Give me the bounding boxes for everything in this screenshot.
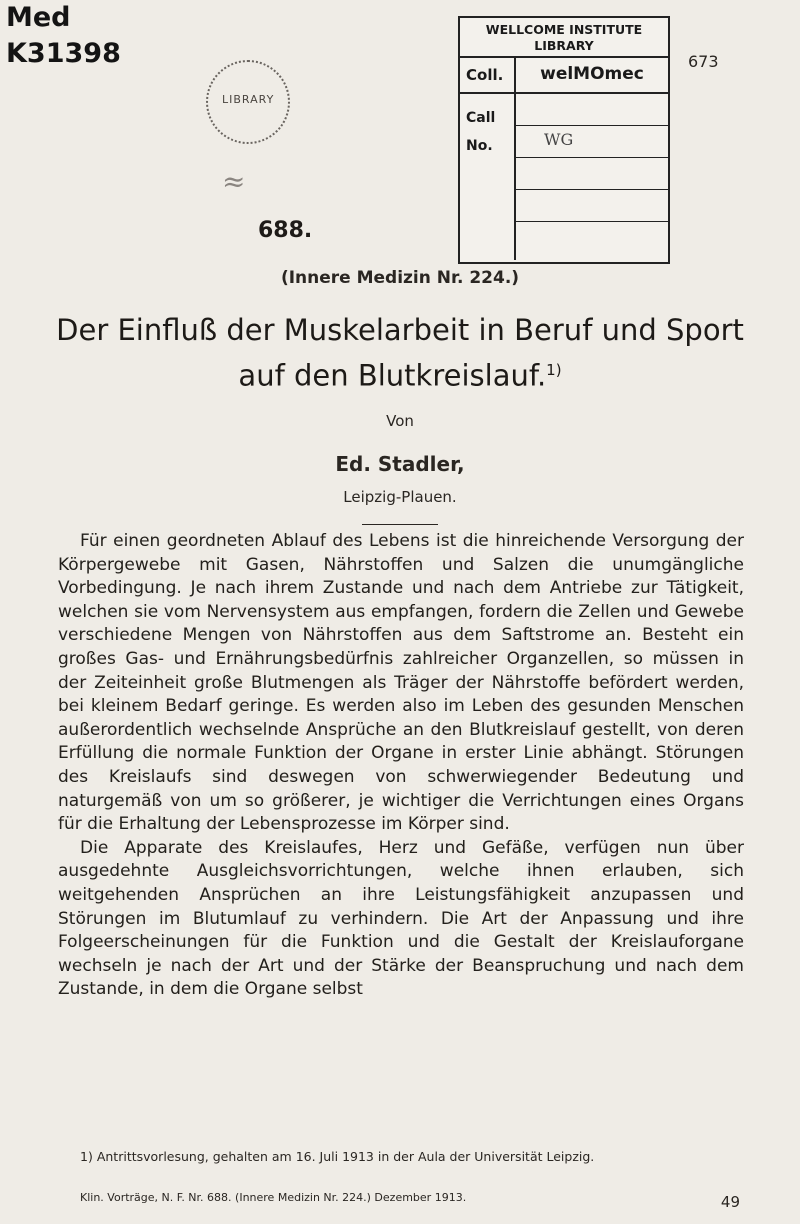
library-label — [458, 16, 670, 264]
footnote-text: Antrittsvorlesung, gehalten am 16. Juli 1913 in der Aula der Universität Leipzig. — [96, 1149, 595, 1164]
author-name: Ed. Stadler, — [335, 452, 465, 476]
handwritten-scribble: ≈ — [222, 165, 246, 198]
shelfmark-line-1: Med — [6, 2, 71, 33]
library-label-coll-row — [460, 58, 668, 94]
shelfmark — [6, 0, 121, 72]
shelfmark-line-2: K31398 — [6, 38, 121, 69]
title-line-2-text: auf den Blutkreislauf. — [238, 358, 547, 393]
series-line: (Innere Medizin Nr. 224.) — [280, 268, 520, 288]
body-text — [58, 530, 744, 1002]
call-cell-1 — [516, 94, 668, 126]
title-line-2 — [40, 350, 760, 396]
imprint-line — [80, 1191, 740, 1211]
call-label: Call — [466, 110, 496, 126]
footnote-mark: 1) — [80, 1149, 93, 1164]
series-number: 688. — [258, 218, 313, 243]
call-cell-5 — [516, 222, 668, 254]
library-label-library: LIBRARY — [534, 38, 594, 53]
imprint-text: Klin. Vorträge, N. F. Nr. 688. (Innere Medizin Nr. 224.) Dezember 1913. — [80, 1191, 467, 1204]
article-title — [40, 310, 760, 396]
no-label: No. — [466, 138, 493, 154]
title-line-1: Der Einfluß der Muskelarbeit in Beruf und Sport — [56, 313, 744, 347]
coll-label: Coll. — [460, 58, 516, 92]
footnote — [58, 1148, 744, 1166]
divider-rule — [362, 524, 438, 525]
call-no-label — [460, 94, 516, 260]
call-cell-3 — [516, 158, 668, 190]
call-cell-2: WG — [516, 126, 668, 158]
call-cell-4 — [516, 190, 668, 222]
page-number-top: 673 — [688, 52, 719, 71]
library-label-institution: WELLCOME INSTITUTE — [485, 22, 643, 37]
title-footnote-mark: 1) — [546, 361, 562, 379]
library-label-call-row — [460, 94, 668, 260]
call-number-cells — [516, 94, 668, 260]
library-label-header — [460, 18, 668, 58]
paragraph-2: Die Apparate des Kreislaufes, Herz und Gefäße, verfügen nun über ausgedehnte Ausgleichsvorrichtungen, welche ihnen erlauben, sich weitgehenden Ansprüchen an ihre Leistungsfähigkeit anzupassen und Störungen im Blutumlauf zu verhindern. Die Art der Anpassung und ihre Folgeerscheinungen für die Funktion und die Gestalt der Kreislauforgane wechseln je nach der Art und der Stärke der Beanspruchung und nach dem Zustande, in dem die Organe selbst — [58, 837, 744, 1000]
coll-value: welMOmec — [540, 64, 644, 84]
byline-von: Von — [386, 412, 414, 430]
page-number-bottom: 49 — [720, 1193, 740, 1211]
library-stamp-text: LIBRARY — [222, 93, 275, 106]
paragraph-1: Für einen geordneten Ablauf des Lebens ist die hinreichende Versorgung der Körpergewebe mit Gasen, Nährstoffen und Salzen die unumgängliche Vorbedingung. Je nach ihrem Zustande und nach dem Antriebe zur Tätigkeit, welchen sie vom Nervensystem aus empfangen, fordern die Zellen und Gewebe verschiedene Mengen von Nährstoffen aus dem Saftstrome an. Besteht ein großes Gas- und Ernährungsbedürfnis zahlreicher Organzellen, so müssen in der Zeiteinheit große Blutmengen als Träger der Nährstoffe befördert werden, bei kleinem Bedarf geringe. Es werden also im Leben des gesunden Menschen außerordentlich wechselnde Ansprüche an den Blutkreislauf gestellt, von deren Erfüllung die normale Funktion der Organe in erster Linie abhängt. Störungen des Kreislaufs sind deswegen von schwerwiegender Bedeutung und naturgemäß von um so größerer, je wichtiger die Verrichtungen eines Organs für die Erhaltung der Lebensprozesse im Körper sind. — [58, 531, 744, 835]
author-affiliation: Leipzig-Plauen. — [343, 488, 457, 506]
